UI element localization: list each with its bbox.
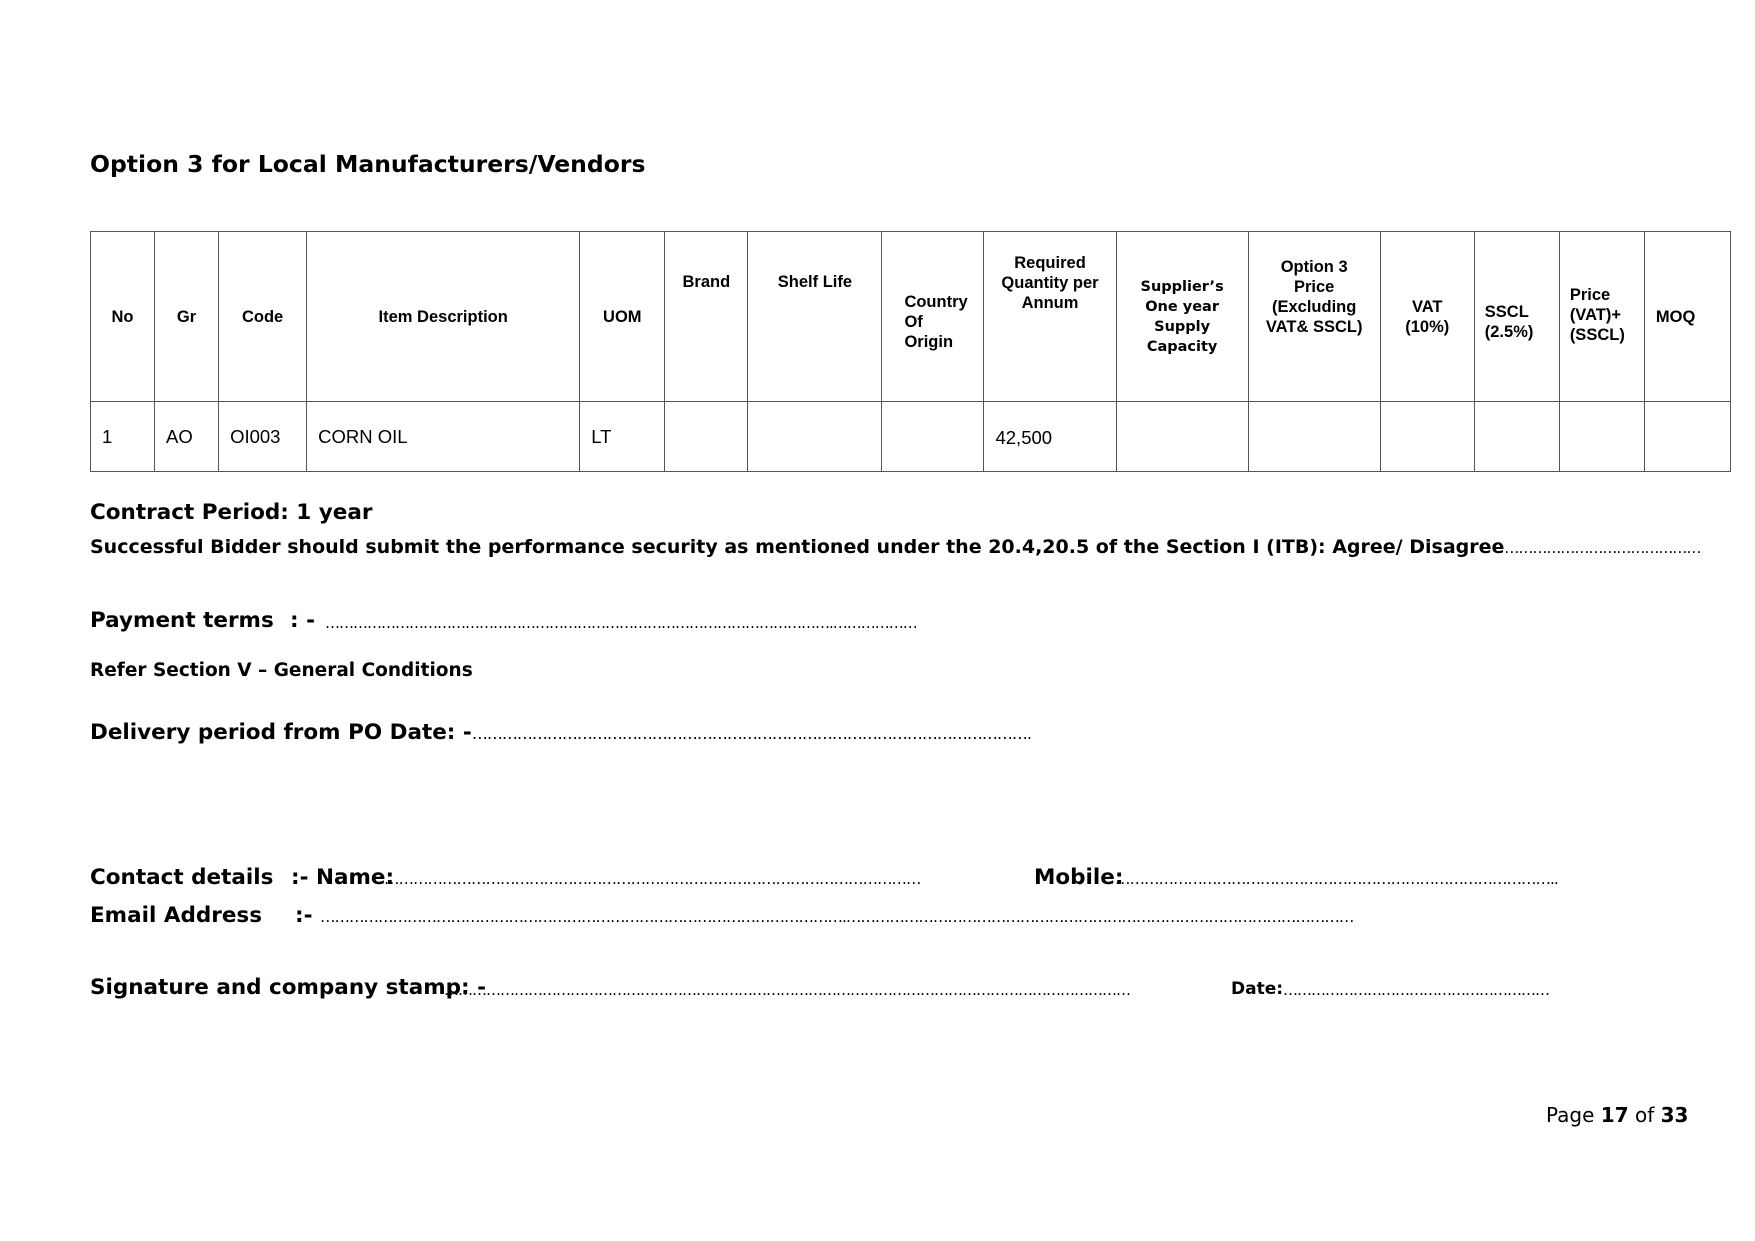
email-address-line <box>90 903 1590 928</box>
cell-shelf-life[interactable] <box>748 402 882 472</box>
header-price-line-1: Price <box>1569 285 1611 304</box>
header-price-line-2: (VAT)+ <box>1569 305 1621 324</box>
refer-section-note: Refer Section V – General Conditions <box>90 660 473 681</box>
contact-mobile-field[interactable]: ……………………………………………………………………………….. <box>1115 870 1558 888</box>
header-supplier-line-3: Supply <box>1154 318 1211 335</box>
header-vat-line-2: (10%) <box>1405 317 1450 336</box>
header-uom: UOM <box>580 232 665 402</box>
date-label: Date: <box>1231 979 1284 999</box>
header-sscl-line-2: (2.5%) <box>1484 323 1534 341</box>
page-total: 33 <box>1660 1103 1689 1127</box>
header-required-line-2: Quantity per <box>1001 274 1099 292</box>
cell-vat[interactable] <box>1380 402 1474 472</box>
page-prefix: Page <box>1546 1103 1595 1127</box>
cell-supplier-capacity[interactable] <box>1116 402 1248 472</box>
header-supplier-capacity <box>1116 232 1248 402</box>
cell-required-quantity: 42,500 <box>984 402 1116 472</box>
delivery-period-line <box>90 720 1031 745</box>
header-price-line-3: (SSCL) <box>1569 325 1625 344</box>
header-country-line-2: Of <box>904 312 923 331</box>
payment-terms-separator: : - <box>290 608 316 633</box>
header-option-price <box>1248 232 1380 402</box>
header-sscl <box>1474 232 1559 402</box>
page-heading: Option 3 for Local Manufacturers/Vendors <box>90 150 646 178</box>
contact-name-label: :- Name: <box>291 865 395 890</box>
email-address-field[interactable]: ……………………………………………………………………………………………….…………………………………………………………………………………………… <box>320 908 1354 926</box>
payment-terms-label: Payment terms <box>90 608 274 633</box>
cell-price[interactable] <box>1559 402 1644 472</box>
signature-line <box>90 975 1590 1000</box>
header-option-line-3: (Excluding <box>1272 298 1357 316</box>
performance-security-text: Successful Bidder should submit the performance security as mentioned under the 20.4,20.5 of the Section I (ITB): Agree/ Disagree <box>90 536 1505 558</box>
header-required-line-3: Annum <box>1021 294 1079 312</box>
header-required-line-1: Required <box>1014 254 1086 272</box>
header-gr: Gr <box>155 232 219 402</box>
bid-table <box>90 231 1731 472</box>
cell-gr: AO <box>155 402 219 472</box>
header-price <box>1559 232 1644 402</box>
header-required-quantity <box>984 232 1116 402</box>
cell-no: 1 <box>91 402 155 472</box>
header-item-description: Item Description <box>307 232 580 402</box>
header-option-line-2: Price <box>1293 278 1335 296</box>
email-address-separator: :- <box>295 903 313 928</box>
cell-sscl[interactable] <box>1474 402 1559 472</box>
contact-details-label: Contact details <box>90 865 274 890</box>
header-country-line-3: Origin <box>904 332 954 351</box>
page-number <box>1546 1103 1688 1127</box>
delivery-period-label: Delivery period from PO Date: - <box>90 720 472 745</box>
contact-details-line <box>90 865 1590 890</box>
cell-brand[interactable] <box>665 402 748 472</box>
signature-label: Signature and company stamp: - <box>90 975 487 1000</box>
delivery-period-field[interactable]: …………………………………………………………………………………………………. <box>471 724 1031 743</box>
header-code: Code <box>219 232 307 402</box>
header-option-line-4: VAT& SSCL) <box>1265 318 1363 336</box>
header-country-of-origin <box>882 232 984 402</box>
contact-mobile-label: Mobile: <box>1034 865 1124 890</box>
cell-uom: LT <box>580 402 665 472</box>
header-vat-line-1: VAT <box>1411 297 1443 316</box>
header-supplier-line-4: Capacity <box>1146 338 1218 355</box>
table-header-row <box>91 232 1731 402</box>
table-row <box>91 402 1731 472</box>
contract-period: Contract Period: 1 year <box>90 500 373 525</box>
header-supplier-line-1: Supplier’s <box>1140 278 1224 295</box>
cell-code: OI003 <box>219 402 307 472</box>
header-brand: Brand <box>665 232 748 402</box>
signature-field[interactable]: ………………………………………………………………………………………………………………………………… <box>444 981 1130 999</box>
header-option-line-1: Option 3 <box>1280 258 1348 276</box>
header-sscl-line-1: SSCL <box>1484 303 1529 321</box>
cell-country-of-origin[interactable] <box>882 402 984 472</box>
cell-option-price[interactable] <box>1248 402 1380 472</box>
email-address-label: Email Address <box>90 903 263 928</box>
header-supplier-line-2: One year <box>1145 298 1219 315</box>
performance-security-line <box>90 536 1700 558</box>
payment-terms-field[interactable]: ……………………………………………………………………………………………….……………… <box>325 614 917 632</box>
payment-terms-line <box>90 608 917 633</box>
header-country-line-1: Country <box>904 292 968 311</box>
cell-moq[interactable] <box>1644 402 1730 472</box>
header-no: No <box>91 232 155 402</box>
cell-item-description: CORN OIL <box>307 402 580 472</box>
contact-name-field[interactable]: ………………………………………………………………………………………………… <box>384 870 921 888</box>
header-vat <box>1380 232 1474 402</box>
page-current: 17 <box>1600 1103 1629 1127</box>
date-field[interactable]: ………………………………………………… <box>1283 981 1549 999</box>
header-shelf-life: Shelf Life <box>748 232 882 402</box>
agree-disagree-field[interactable]: …………………………………… <box>1504 539 1701 557</box>
header-moq: MOQ <box>1644 232 1730 402</box>
page-of: of <box>1634 1103 1655 1127</box>
